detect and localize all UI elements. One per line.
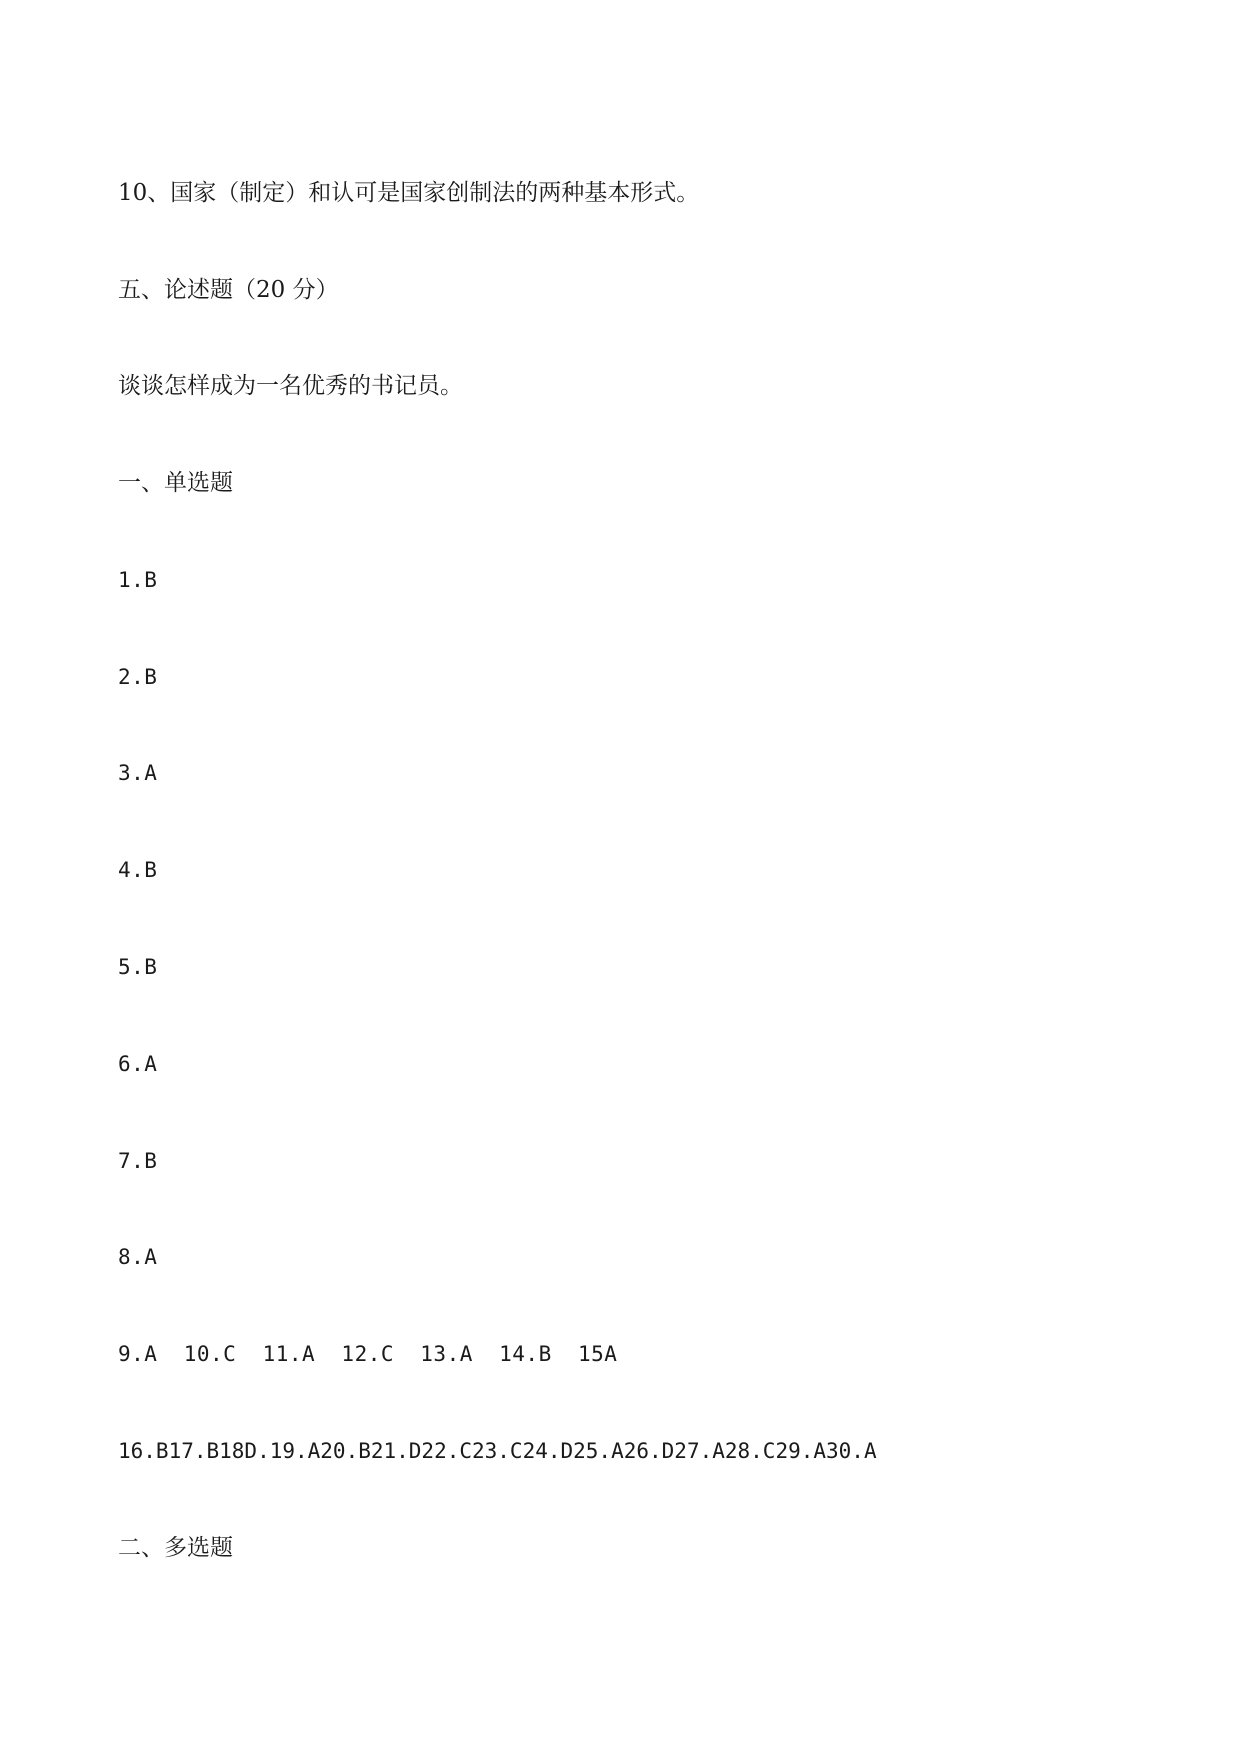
answer-line-1: 1.B — [118, 568, 158, 592]
section-heading-essay: 五、论述题（20 分） — [118, 277, 339, 303]
answer-line-8: 8.A — [118, 1245, 158, 1269]
answer-line-6: 6.A — [118, 1052, 158, 1076]
answer-line-2: 2.B — [118, 665, 158, 689]
question-10-text: 10、国家（制定）和认可是国家创制法的两种基本形式。 — [118, 180, 700, 206]
answer-line-3: 3.A — [118, 761, 158, 785]
section-heading-single-choice: 一、单选题 — [118, 470, 233, 496]
essay-question-text: 谈谈怎样成为一名优秀的书记员。 — [118, 373, 463, 399]
answer-line-4: 4.B — [118, 858, 158, 882]
answer-line-5: 5.B — [118, 955, 158, 979]
answer-line-9-15: 9.A 10.C 11.A 12.C 13.A 14.B 15A — [118, 1342, 618, 1366]
answer-line-7: 7.B — [118, 1149, 158, 1173]
section-heading-multiple-choice: 二、多选题 — [118, 1535, 233, 1561]
answer-line-16-30: 16.B17.B18D.19.A20.B21.D22.C23.C24.D25.A26.D27.A28.C29.A30.A — [118, 1439, 877, 1463]
